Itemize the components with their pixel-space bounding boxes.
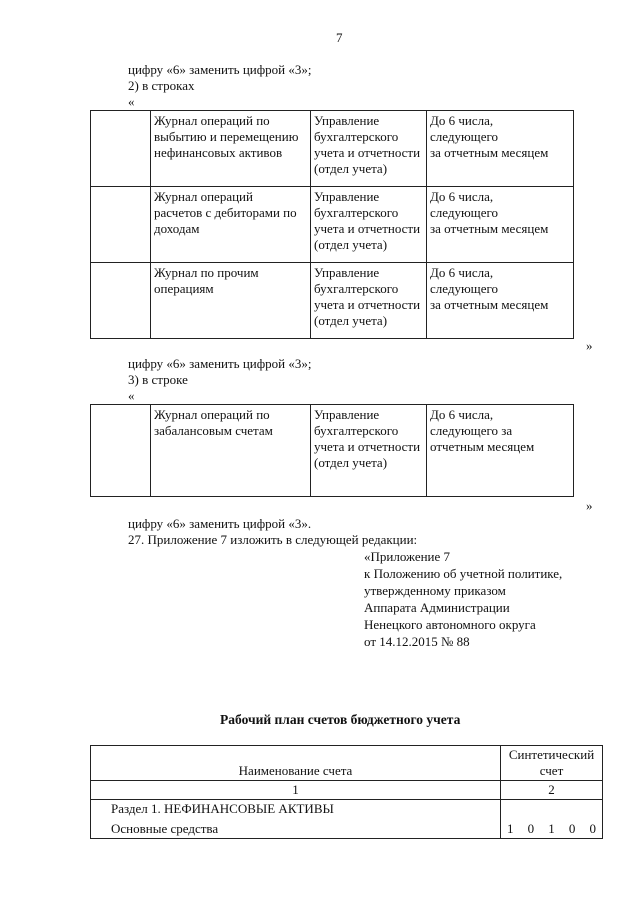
- department-line: Управление: [314, 265, 380, 280]
- table-row: [91, 405, 574, 497]
- deadline-line: за отчетным месяцем: [430, 221, 549, 236]
- header-code-line: счет: [539, 763, 564, 778]
- journal-line: операциям: [154, 281, 214, 296]
- blank-cell: [91, 263, 151, 339]
- open-quote: «: [128, 388, 135, 403]
- appendix-line: Аппарата Администрации: [364, 600, 510, 615]
- journal-cell: [151, 405, 311, 497]
- plan-title: Рабочий план счетов бюджетного учета: [220, 712, 461, 727]
- department-line: учета и отчетности: [314, 221, 421, 236]
- code-digit: 1: [507, 821, 514, 836]
- journal-cell: [151, 187, 311, 263]
- department-line: Управление: [314, 113, 380, 128]
- code-digit: 1: [548, 821, 555, 836]
- department-line: учета и отчетности: [314, 145, 421, 160]
- department-line: бухгалтерского: [314, 281, 399, 296]
- journal-line: Журнал операций по: [154, 113, 270, 128]
- page-number: 7: [336, 30, 343, 45]
- instruction-line: 2) в строках: [128, 78, 195, 93]
- journal-table: [90, 110, 574, 339]
- journal-line: расчетов с дебиторами по: [154, 205, 297, 220]
- instruction-line: цифру «6» заменить цифрой «3».: [128, 516, 312, 531]
- journal-line: нефинансовых активов: [154, 145, 283, 160]
- account-label: Основные средства: [111, 821, 219, 836]
- section-label: Раздел 1. НЕФИНАНСОВЫЕ АКТИВЫ: [111, 801, 334, 816]
- journal-line: выбытию и перемещению: [154, 129, 299, 144]
- header-name: Наименование счета: [91, 746, 501, 781]
- journal-line: Журнал операций: [154, 189, 253, 204]
- department-line: (отдел учета): [314, 455, 388, 470]
- appendix-line: к Положению об учетной политике,: [364, 566, 563, 581]
- journal-line: Журнал операций по: [154, 407, 270, 422]
- deadline-line: следующего: [430, 129, 498, 144]
- appendix-block: [364, 548, 562, 650]
- deadline-line: отчетным месяцем: [430, 439, 535, 454]
- department-cell: [311, 187, 427, 263]
- appendix-line: «Приложение 7: [364, 549, 451, 564]
- deadline-line: До 6 числа,: [430, 265, 494, 280]
- deadline-line: До 6 числа,: [430, 189, 494, 204]
- department-line: бухгалтерского: [314, 129, 399, 144]
- table-row: [91, 111, 574, 187]
- instruction-line: 3) в строке: [128, 372, 188, 387]
- department-line: учета и отчетности: [314, 297, 421, 312]
- department-cell: [311, 263, 427, 339]
- department-line: Управление: [314, 189, 380, 204]
- accounts-table: [90, 745, 603, 839]
- deadline-cell: [427, 111, 574, 187]
- instruction-line: 27. Приложение 7 изложить в следующей редакции:: [128, 532, 418, 547]
- section-row: [91, 800, 501, 839]
- table-row: [91, 263, 574, 339]
- journal-table: [90, 404, 574, 497]
- appendix-line: Ненецкого автономного округа: [364, 617, 536, 632]
- appendix-line: от 14.12.2015 № 88: [364, 634, 470, 649]
- department-line: (отдел учета): [314, 161, 388, 176]
- code-digit: 0: [527, 821, 535, 836]
- code-digit: 0: [589, 821, 596, 836]
- blank-cell: [91, 111, 151, 187]
- deadline-line: следующего: [430, 205, 498, 220]
- column-number: 2: [501, 781, 603, 800]
- deadline-line: До 6 числа,: [430, 113, 494, 128]
- instruction-line: цифру «6» заменить цифрой «3»;: [128, 356, 312, 371]
- deadline-line: следующего за: [430, 423, 513, 438]
- deadline-line: До 6 числа,: [430, 407, 494, 422]
- deadline-line: за отчетным месяцем: [430, 145, 549, 160]
- journal-line: забалансовым счетам: [154, 423, 273, 438]
- close-quote: »: [586, 338, 593, 353]
- department-cell: [311, 405, 427, 497]
- blank-cell: [91, 187, 151, 263]
- department-line: бухгалтерского: [314, 423, 399, 438]
- appendix-line: утвержденному приказом: [364, 583, 506, 598]
- journal-cell: [151, 111, 311, 187]
- instruction-line: цифру «6» заменить цифрой «3»;: [128, 62, 312, 77]
- deadline-cell: [427, 263, 574, 339]
- department-line: (отдел учета): [314, 237, 388, 252]
- open-quote: «: [128, 94, 135, 109]
- deadline-cell: [427, 187, 574, 263]
- journal-line: доходам: [154, 221, 200, 236]
- department-line: бухгалтерского: [314, 205, 399, 220]
- code-digit: 0: [568, 821, 576, 836]
- deadline-cell: [427, 405, 574, 497]
- table-row: [91, 187, 574, 263]
- department-line: учета и отчетности: [314, 439, 421, 454]
- journal-cell: [151, 263, 311, 339]
- department-cell: [311, 111, 427, 187]
- blank-cell: [91, 405, 151, 497]
- department-line: (отдел учета): [314, 313, 388, 328]
- department-line: Управление: [314, 407, 380, 422]
- header-code: [501, 746, 603, 781]
- header-code-line: Синтетический: [508, 747, 595, 762]
- deadline-line: за отчетным месяцем: [430, 297, 549, 312]
- close-quote: »: [586, 498, 593, 513]
- column-number: 1: [91, 781, 501, 800]
- journal-line: Журнал по прочим: [154, 265, 259, 280]
- deadline-line: следующего: [430, 281, 498, 296]
- account-code: [501, 800, 603, 839]
